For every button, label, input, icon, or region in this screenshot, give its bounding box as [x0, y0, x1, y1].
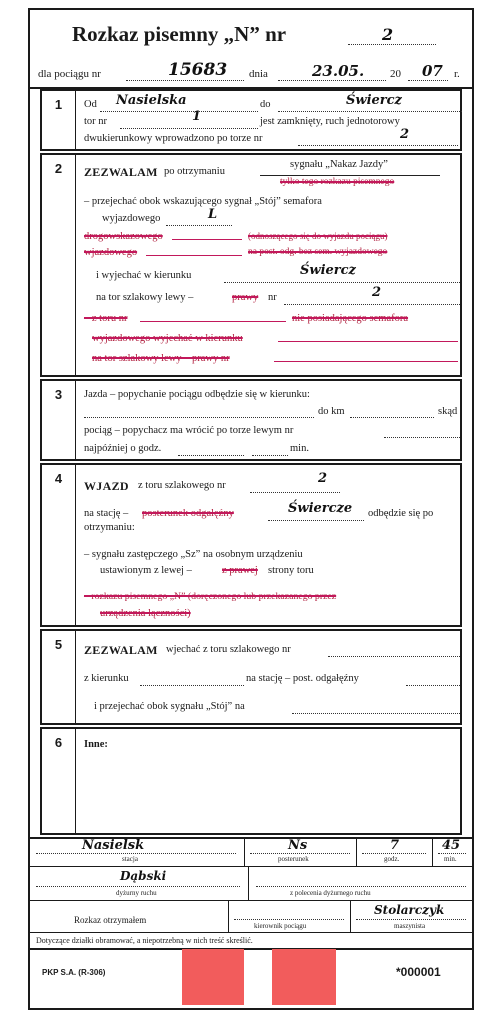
station-post-label: na stację – post. odgałęźny: [246, 673, 359, 684]
closed-track-number: 1: [192, 109, 202, 124]
from-track-label: z toru szlakowego nr: [138, 480, 226, 491]
form-title: Rozkaz pisemny „N” nr: [72, 22, 287, 46]
struck-line-1-tail: nie posiadającego semafora: [292, 313, 409, 324]
serial-number: *000001: [396, 965, 441, 979]
footer-station-label: stacja: [122, 855, 138, 863]
footer-post-value: Ns: [288, 838, 308, 853]
leave-direction: Świercz: [300, 263, 356, 278]
entry-track-value: 2: [318, 471, 328, 486]
entry-struck-tail: na post. odg. bez sem. wyjazdowego: [248, 247, 388, 257]
footer-driver-value: Stolarczyk: [374, 903, 445, 917]
will-happen: odbędzie się po: [368, 508, 434, 519]
comm-device-struck: urządzenia łączności): [100, 608, 191, 619]
bidir-text: dwukierunkowy wprowadzono po torze nr: [84, 133, 263, 144]
section-5-title: ZEZWALAM: [84, 643, 158, 657]
date-label: dnia: [249, 68, 268, 80]
section-number: 2: [42, 155, 76, 375]
train-label: dla pociągu nr: [38, 68, 101, 80]
entry-station-value: Świercze: [288, 501, 353, 516]
struck-line-3: na tor szlakowy lewy – prawy nr: [92, 353, 230, 364]
track-left-label: na tor szlakowy lewy –: [96, 292, 194, 303]
footer-min-label: min.: [444, 855, 457, 863]
post-struck: posterunek odgałęźny: [142, 508, 234, 519]
section-3: [40, 379, 462, 461]
track-label: tor nr: [84, 116, 108, 127]
track-side-label: strony toru: [268, 565, 314, 576]
track-number: 2: [372, 285, 382, 300]
struck-line-1: – z toru nr: [84, 313, 128, 324]
section-2-title: ZEZWALAM: [84, 165, 158, 179]
section-4: [40, 463, 462, 627]
pass-text: – przejechać obok wskazującego sygnał „Stój” semafora: [84, 196, 322, 207]
struck-line-2: wyjazdowego wyjechać w kierunku: [92, 333, 243, 344]
latest-hour: najpóźniej o godz.: [84, 443, 162, 454]
footer-hour-label: godz.: [384, 855, 400, 863]
year-suffix: r.: [454, 68, 460, 80]
section-6: [40, 727, 462, 835]
after-receipt: otrzymaniu:: [84, 522, 135, 533]
section-number: 6: [42, 729, 76, 833]
road-sign-struck: drogowskazowego: [84, 231, 163, 242]
right-struck: prawy: [232, 292, 259, 303]
pushing-direction: Jazda – popychanie pociągu odbędzie się w kierunku:: [84, 389, 310, 400]
right-side-struck: z prawej: [222, 565, 258, 576]
exit-signal-value: L: [208, 207, 218, 222]
signal-nakaz-jazdy: sygnału „Nakaz Jazdy”: [290, 159, 388, 170]
footer-order-label: z polecenia dyżurnego ruchu: [290, 889, 371, 897]
year-prefix: 20: [390, 68, 401, 80]
section-number: 5: [42, 631, 76, 723]
closed-text: jest zamknięty, ruch jednotorowy: [260, 116, 400, 127]
publisher-label: PKP S.A. (R-306): [42, 968, 106, 977]
to-km-label: do km: [318, 406, 345, 417]
to-station: Świercz: [346, 93, 402, 108]
to-label: do: [260, 99, 271, 110]
footer-received-label: Rozkaz otrzymałem: [74, 915, 147, 925]
section-4-title: WJAZD: [84, 479, 129, 493]
return-track: pociąg – popychacz ma wrócić po torze lewym nr: [84, 425, 294, 436]
year-value: 07: [422, 62, 443, 80]
section-2: [40, 153, 462, 377]
substitute-signal: – sygnału zastępczego „Sz” na osobnym urządzeniu: [84, 549, 303, 560]
footer-station-value: Nasielsk: [82, 838, 145, 853]
bidir-track-number: 2: [400, 127, 410, 142]
red-stripe-left: [182, 949, 244, 1005]
pass-stop-signal: i przejechać obok sygnału „Stój” na: [94, 701, 245, 712]
section-number: 4: [42, 465, 76, 625]
leave-label: i wyjechać w kierunku: [96, 270, 192, 281]
from-label: skąd: [438, 406, 458, 417]
station-label: na stację –: [84, 508, 129, 519]
footer-grid: [30, 837, 472, 947]
from-label: Od: [84, 99, 97, 110]
only-order-struck: tylko tego rozkazu pisemnego: [280, 177, 395, 187]
section-5: [40, 629, 462, 725]
red-stripe-right: [272, 949, 336, 1005]
left-side-label: ustawionym z lewej –: [100, 565, 192, 576]
order-number: 2: [382, 25, 394, 44]
footer-dispatcher-value: Dąbski: [120, 869, 167, 883]
footer-note: Dotyczące działki obramować, a niepotrzebną w nich treść skreślić.: [36, 936, 253, 945]
written-order-struck: – rozkazu pisemnego „N” (doręczonego lub przekazanego przez: [84, 591, 337, 602]
footer-post-label: posterunek: [278, 855, 309, 863]
footer-head-label: kierownik pociągu: [254, 922, 307, 930]
exit-label: wyjazdowego: [102, 213, 161, 224]
enter-track-label: wjechać z toru szlakowego nr: [166, 644, 291, 655]
section-number: 1: [42, 91, 76, 149]
from-station: Nasielska: [116, 93, 187, 108]
train-number: 15683: [168, 60, 228, 80]
min-label: min.: [290, 443, 309, 454]
track-nr-label: nr: [268, 292, 277, 303]
written-order-form: [28, 8, 474, 1010]
section-number: 3: [42, 381, 76, 459]
section-1: [40, 89, 462, 151]
entry-struck: wjazdowego: [84, 247, 138, 258]
footer-hour-value: 7: [390, 838, 400, 853]
road-sign-struck-tail: (odnoszącego się do wyjazdu pociągu): [248, 231, 388, 241]
date-value: 23.05.: [312, 62, 365, 80]
from-direction-label: z kierunku: [84, 673, 129, 684]
other-label: Inne:: [84, 739, 108, 750]
footer-min-value: 45: [442, 838, 461, 853]
after-receipt: po otrzymaniu: [164, 166, 225, 177]
footer-dispatcher-label: dyżurny ruchu: [116, 889, 157, 897]
footer-driver-label: maszynista: [394, 922, 426, 930]
